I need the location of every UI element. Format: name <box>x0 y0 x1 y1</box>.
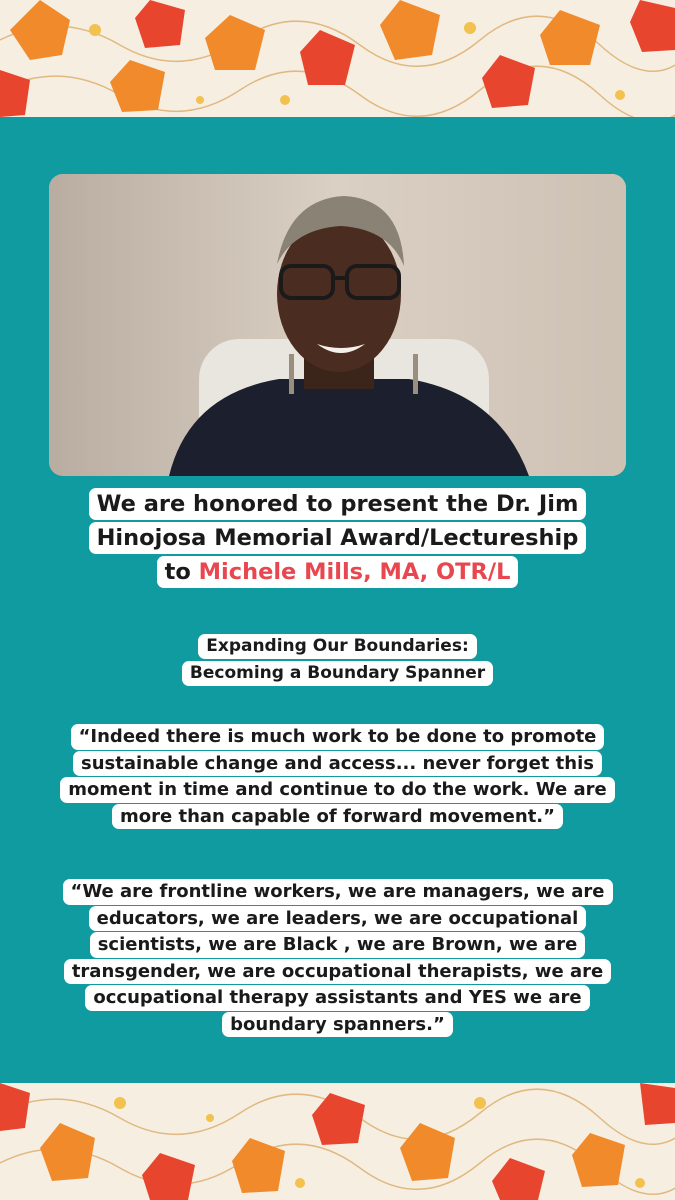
quote-2-line: boundary spanners.” <box>222 1012 453 1038</box>
person-portrait-image <box>49 174 626 476</box>
autumn-leaves-banner-top <box>0 0 675 117</box>
recipient-name: Michele Mills, MA, OTR/L <box>198 559 511 585</box>
leaf-pattern-decoration <box>0 0 675 117</box>
quote-2-line: transgender, we are occupational therapists, we are <box>64 959 611 985</box>
lecture-title <box>0 634 675 688</box>
quote-1-line: more than capable of forward movement.” <box>112 804 563 830</box>
quote-1-line: moment in time and continue to do the work. We are <box>60 777 614 803</box>
quote-1-line: sustainable change and access... never forget this <box>73 751 602 777</box>
award-line-3-prefix: to <box>164 559 199 585</box>
lecture-title-line-1: Expanding Our Boundaries: <box>198 634 477 659</box>
quote-2 <box>0 879 675 1038</box>
quote-2-line: “We are frontline workers, we are managers, we are <box>63 879 613 905</box>
autumn-leaves-banner-bottom <box>0 1083 675 1200</box>
quote-1-line: “Indeed there is much work to be done to promote <box>71 724 605 750</box>
quote-1 <box>0 724 675 830</box>
award-line-1: We are honored to present the Dr. Jim <box>89 488 587 520</box>
award-line-2: Hinojosa Memorial Award/Lectureship <box>89 522 587 554</box>
quote-2-line: scientists, we are Black , we are Brown, we are <box>90 932 586 958</box>
quote-2-line: educators, we are leaders, we are occupational <box>89 906 587 932</box>
quote-2-line: occupational therapy assistants and YES we are <box>85 985 589 1011</box>
lecture-title-line-2: Becoming a Boundary Spanner <box>182 661 493 686</box>
award-announcement <box>0 488 675 590</box>
award-line-3 <box>157 556 519 588</box>
leaf-pattern-decoration <box>0 1083 675 1200</box>
recipient-video-photo <box>49 174 626 476</box>
